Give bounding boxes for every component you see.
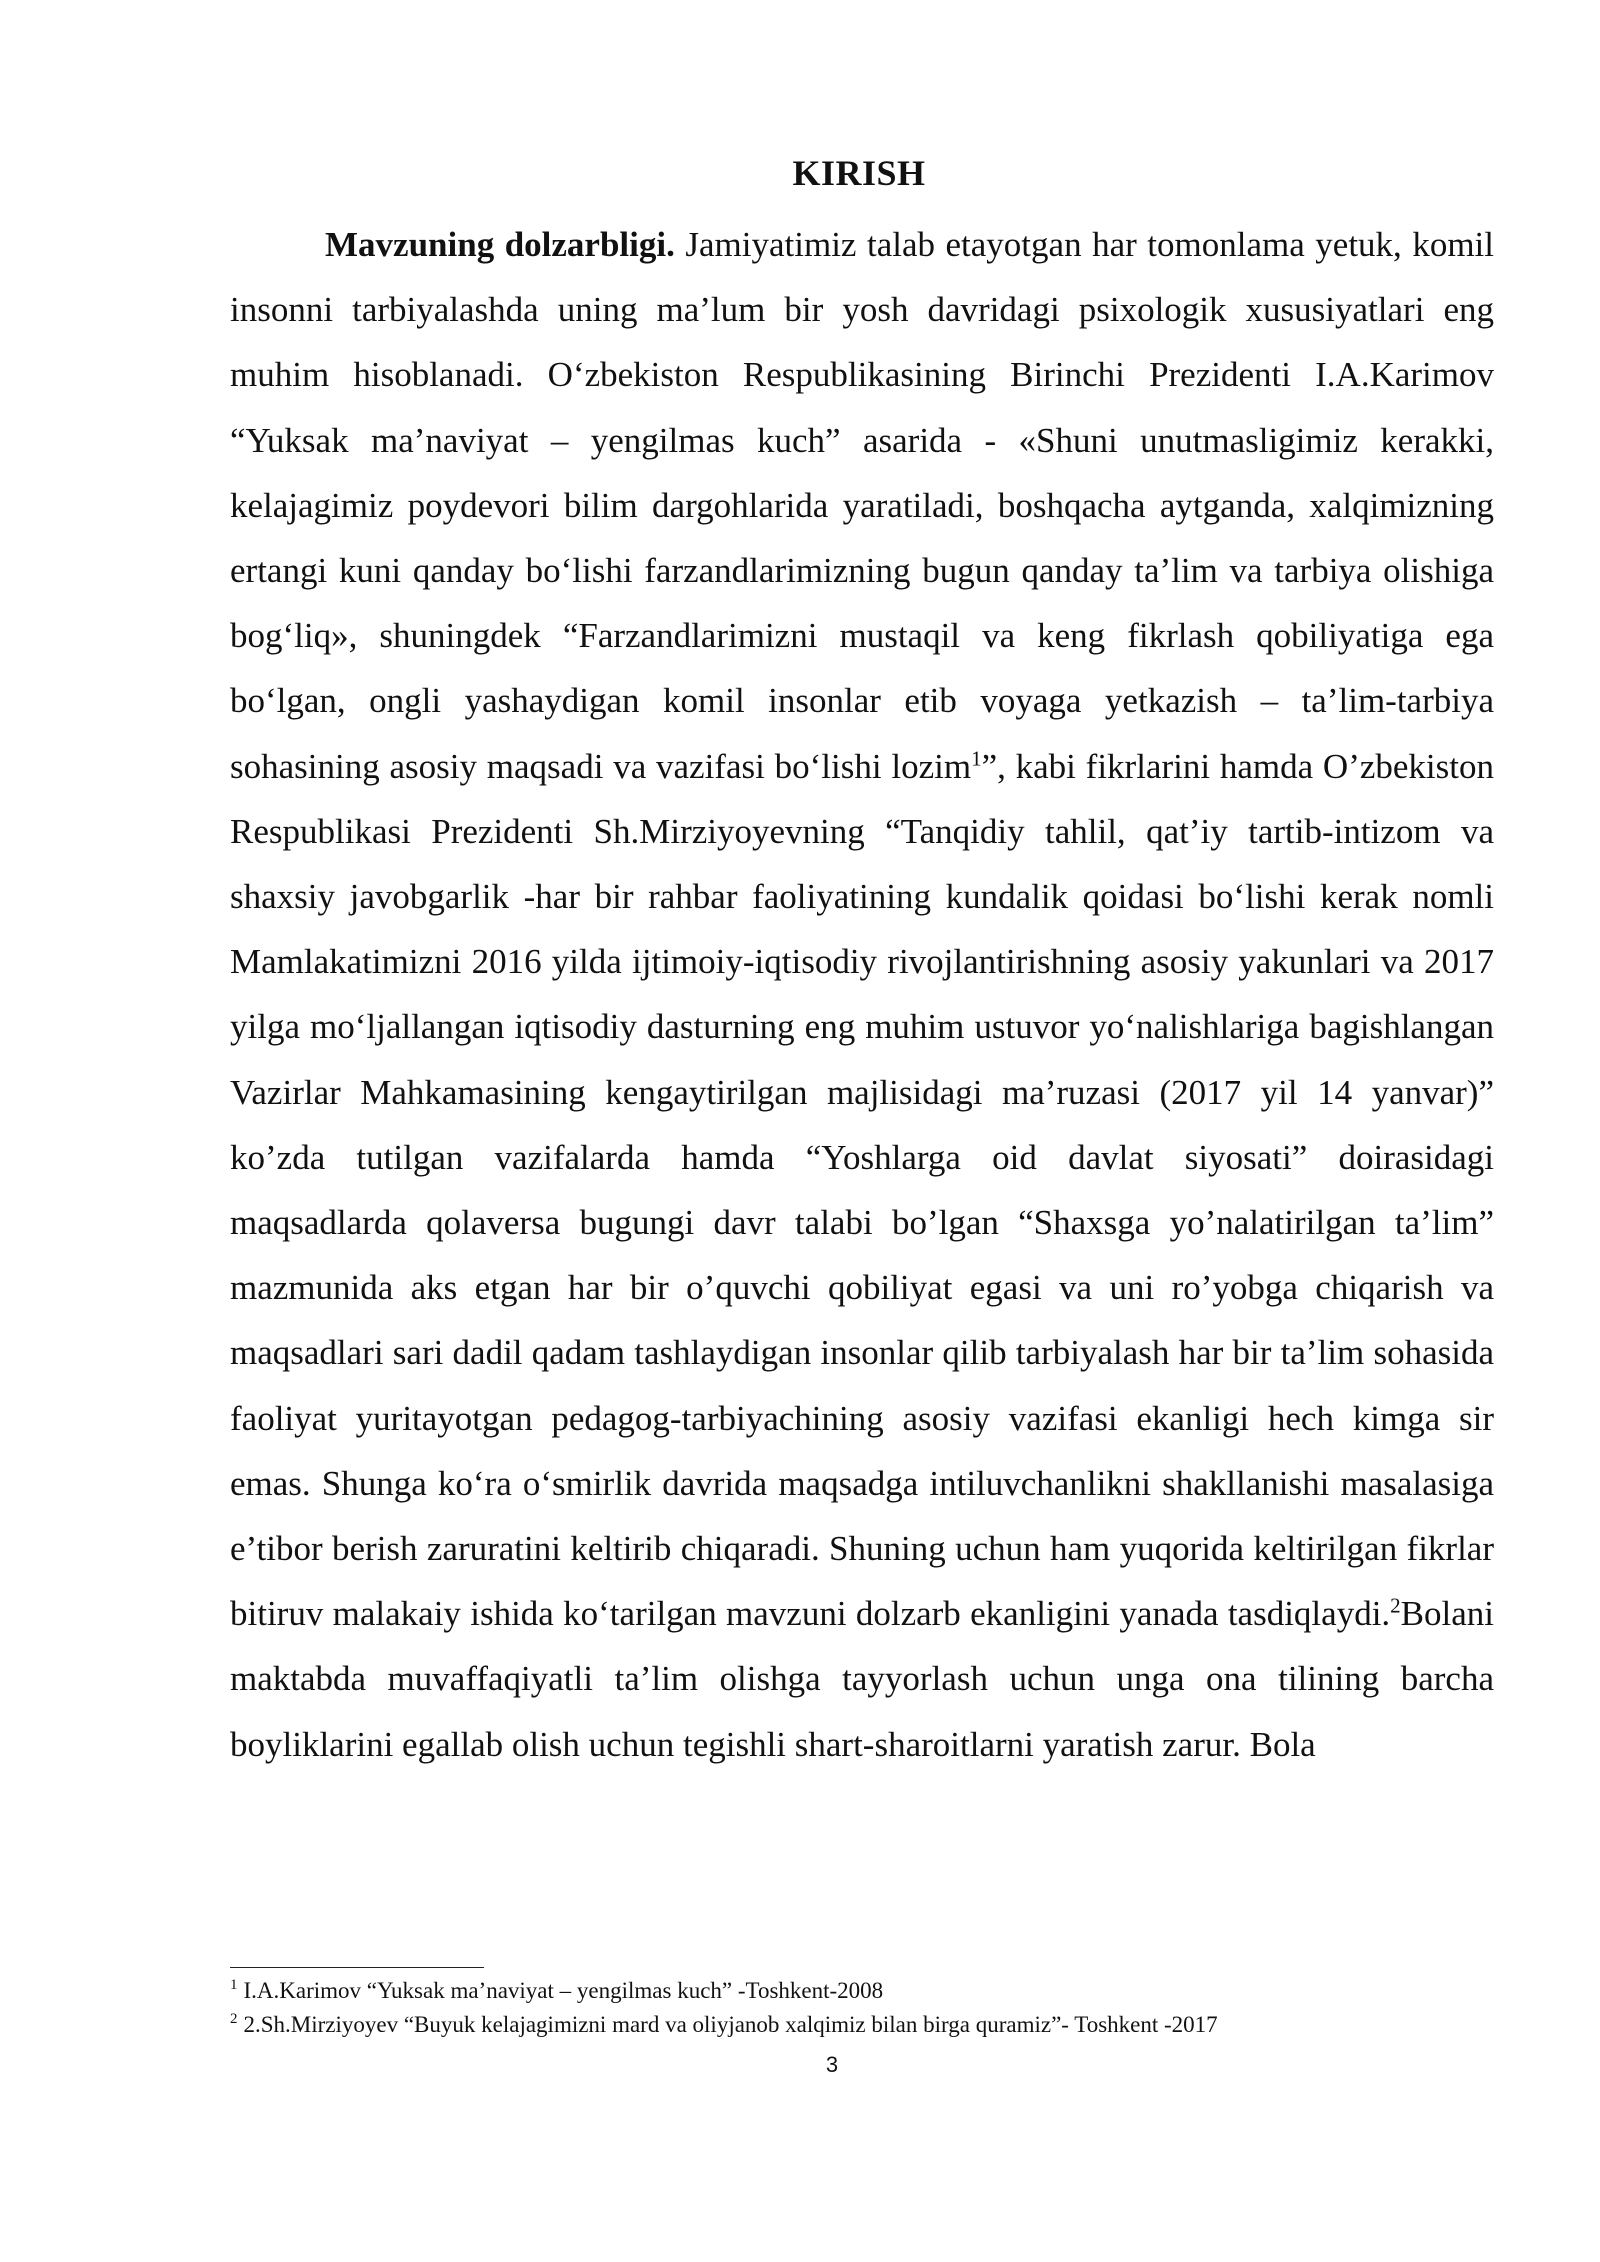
footnote-number: 1 <box>230 1977 238 1994</box>
footnote-number: 2 <box>230 2011 238 2028</box>
footnote-text: 2.Sh.Mirziyoyev “Buyuk kelajagimizni mard va oliyjanob xalqimiz bilan birga quramiz”- Toshkent -2017 <box>243 2012 1218 2037</box>
page-heading <box>0 152 1600 194</box>
body-text-part-1: Jamiyatimiz talab etayotgan har tomonlama yetuk, komil insonni tarbiyalashda uning ma’lum bir yosh davridagi psixologik xususiyatlari eng muhim hisoblanadi. O‘zbekiston Respublikasining Birinchi Prezidenti I.A.Karimov “Yuksak ma’naviyat – yengilmas kuch” asarida - «Shuni unutmasligimiz kerakki, kelajagimiz poydevori bilim dargohlarida yaratiladi, boshqacha aytganda, xalqimizning ertangi kuni qanday bo‘lishi farzandlarimizning bugun qanday ta’lim va tarbiya olishiga bog‘liq», shuningdek “Farzandlarimizni mustaqil va keng fikrlash qobiliyatiga ega bo‘lgan, ongli yashaydigan komil insonlar etib voyaga yetkazish – ta’lim-tarbiya sohasining asosiy maqsadi va vazifasi bo‘lishi lozim <box>230 225 1494 786</box>
footnote-text: I.A.Karimov “Yuksak ma’naviyat – yengilmas kuch” -Toshkent-2008 <box>243 1978 884 2003</box>
page-number: 3 <box>825 2052 839 2077</box>
footnote-reference-2[interactable]: 2 <box>1390 1593 1401 1618</box>
body-text-part-3: Bolani maktabda muvaffaqiyatli ta’lim olishga tayyorlash uchun unga ona tilining barcha boyliklarini egallab olish uchun tegishli shart-sharoitlarni yaratish zarur. Bola <box>230 1594 1494 1764</box>
footnotes <box>230 1974 1494 2042</box>
body-text-part-2: ”, kabi fikrlarini hamda O’zbekiston Respublikasi Prezidenti Sh.Mirziyoyevning “Tanqidiy tahlil, qat’iy tartib-intizom va shaxsiy javobgarlik -har bir rahbar faoliyatining kundalik qoidasi bo‘lishi kerak nomli Mamlakatimizni 2016 yilda ijtimoiy-iqtisodiy rivojlantirishning asosiy yakunlari va 2017 yilga mo‘ljallangan iqtisodiy dasturning eng muhim ustuvor yo‘nalishlariga bagishlangan Vazirlar Mahkamasining kengaytirilgan majlisidagi ma’ruzasi (2017 yil 14 yanvar)” ko’zda tutilgan vazifalarda hamda “Yoshlarga oid davlat siyosati” doirasidagi maqsadlarda qolaversa bugungi davr talabi bo’lgan “Shaxsga yo’nalatirilgan ta’lim” mazmunida aks etgan har bir o’quvchi qobiliyat egasi va uni ro’yobga chiqarish va maqsadlari sari dadil qadam tashlaydigan insonlar qilib tarbiyalash har bir ta’lim sohasida faoliyat yuritayotgan pedagog-tarbiyachining asosiy vazifasi ekanligi hech kimga sir emas. Shunga ko‘ra o‘smirlik davrida maqsadga intiluvchanlikni shakllanishi masalasiga e’tibor berish zaruratini keltirib chiqaradi. Shuning uchun ham yuqorida keltirilgan fikrlar bitiruv malakaiy ishida ko‘tarilgan mavzuni dolzarb ekanligini yanada tasdiqlaydi. <box>230 746 1494 1634</box>
footnote-reference-1[interactable]: 1 <box>971 745 982 770</box>
footnote-separator <box>230 1967 484 1968</box>
footnote-1 <box>230 1974 1494 2008</box>
heading-text: KIRISH <box>792 153 926 193</box>
lead-phrase: Mavzuning dolzarbligi. <box>325 225 675 264</box>
footnote-2 <box>230 2008 1494 2042</box>
body-paragraph <box>230 212 1494 1777</box>
